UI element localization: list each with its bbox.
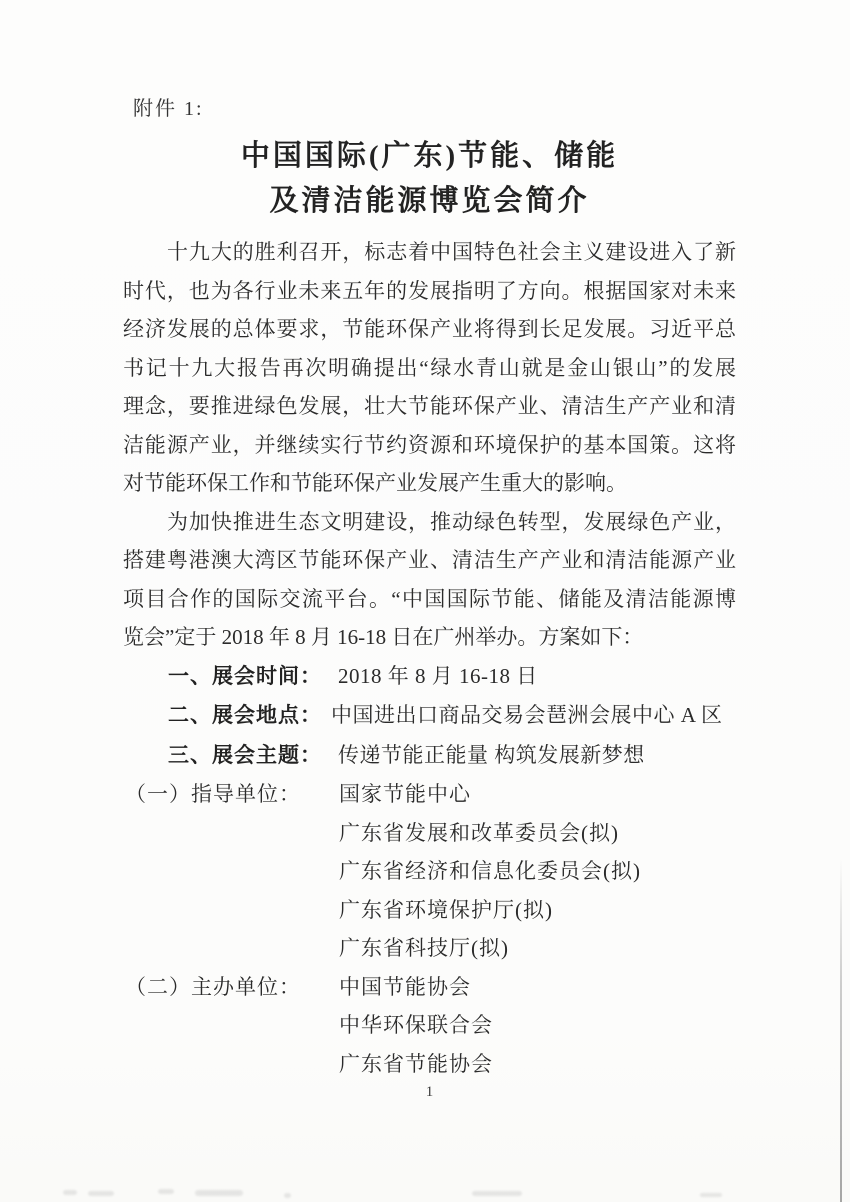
paragraph-2-line: 览会”定于 2018 年 8 月 16-18 日在广州举办。方案如下： [123, 625, 644, 649]
page-title-line-1: 中国国际(广东)节能、储能 [240, 140, 619, 172]
paragraph-2-line: 为加快推进生态文明建设，推动绿色转型，发展绿色产业， [167, 509, 736, 534]
scan-smudge [700, 1193, 722, 1197]
section-guidance-units-label: （一）指导单位： [125, 782, 301, 806]
list-item: 广东省经济和信息化委员会(拟) [339, 859, 641, 883]
paragraph-1-line: 理念，要推进绿色发展，壮大节能环保产业、清洁生产产业和清 [123, 394, 736, 418]
paragraph-1-line: 十九大的胜利召开，标志着中国特色社会主义建设进入了新 [167, 240, 736, 264]
scan-smudge [88, 1191, 114, 1196]
paragraph-2-line: 搭建粤港澳大湾区节能环保产业、清洁生产产业和清洁能源产业 [123, 548, 736, 572]
page-title [123, 134, 736, 224]
paragraph-2-line: 项目合作的国际交流平台。“中国国际节能、储能及清洁能源博 [123, 586, 736, 611]
list-item: 广东省环境保护厅(拟) [339, 897, 553, 922]
section-guidance-units [123, 775, 736, 968]
section-host-units [123, 968, 736, 1084]
item-exhibition-venue-value: 中国进出口商品交易会琶洲会展中心 A 区 [331, 703, 723, 727]
list-item: 广东省节能协会 [339, 1051, 493, 1076]
document-body [123, 233, 736, 1083]
page-title-line-2: 及清洁能源博览会简介 [269, 185, 590, 217]
list-item: 广东省科技厅(拟) [339, 936, 509, 960]
item-exhibition-time-value: 2018 年 8 月 16-18 日 [338, 663, 538, 688]
paragraph-1-line: 时代，也为各行业未来五年的发展指明了方向。根据国家对未来 [123, 278, 736, 303]
paragraph-1-line: 洁能源产业，并继续实行节约资源和环境保护的基本国策。这将 [123, 432, 736, 457]
guidance-unit-list [339, 775, 736, 968]
attachment-label: 附件 1: [133, 98, 204, 120]
item-exhibition-theme-label: 三、展会主题： [168, 743, 322, 767]
list-item: 中国节能协会 [339, 974, 471, 999]
paragraph-1-line: 对节能环保工作和节能环保产业发展产生重大的影响。 [123, 471, 627, 495]
host-unit-list [339, 968, 736, 1084]
paragraph-1 [123, 233, 736, 503]
list-item: 广东省发展和改革委员会(拟) [339, 820, 619, 845]
scan-smudge [284, 1193, 291, 1198]
item-exhibition-time [123, 657, 736, 697]
section-host-units-label: （二）主办单位： [125, 974, 301, 999]
item-exhibition-venue [123, 696, 736, 736]
item-exhibition-theme [123, 736, 736, 776]
item-exhibition-theme-value: 传递节能正能量 构筑发展新梦想 [338, 742, 645, 767]
scan-edge-line [840, 858, 842, 1202]
list-item: 中华环保联合会 [339, 1013, 493, 1037]
paragraph-2 [123, 503, 736, 657]
item-exhibition-venue-label: 二、展会地点： [168, 704, 322, 727]
list-item: 国家节能中心 [339, 782, 471, 806]
item-exhibition-time-label: 一、展会时间： [168, 664, 322, 688]
scan-smudge [472, 1191, 522, 1196]
paragraph-1-line: 经济发展的总体要求，节能环保产业将得到长足发展。习近平总 [123, 317, 736, 341]
paragraph-1-line: 书记十九大报告再次明确提出“绿水青山就是金山银山”的发展 [123, 355, 736, 380]
page-number: 1 [425, 1084, 434, 1100]
scan-smudge [195, 1190, 243, 1196]
scan-smudge [158, 1189, 174, 1194]
scan-smudge [63, 1190, 77, 1195]
